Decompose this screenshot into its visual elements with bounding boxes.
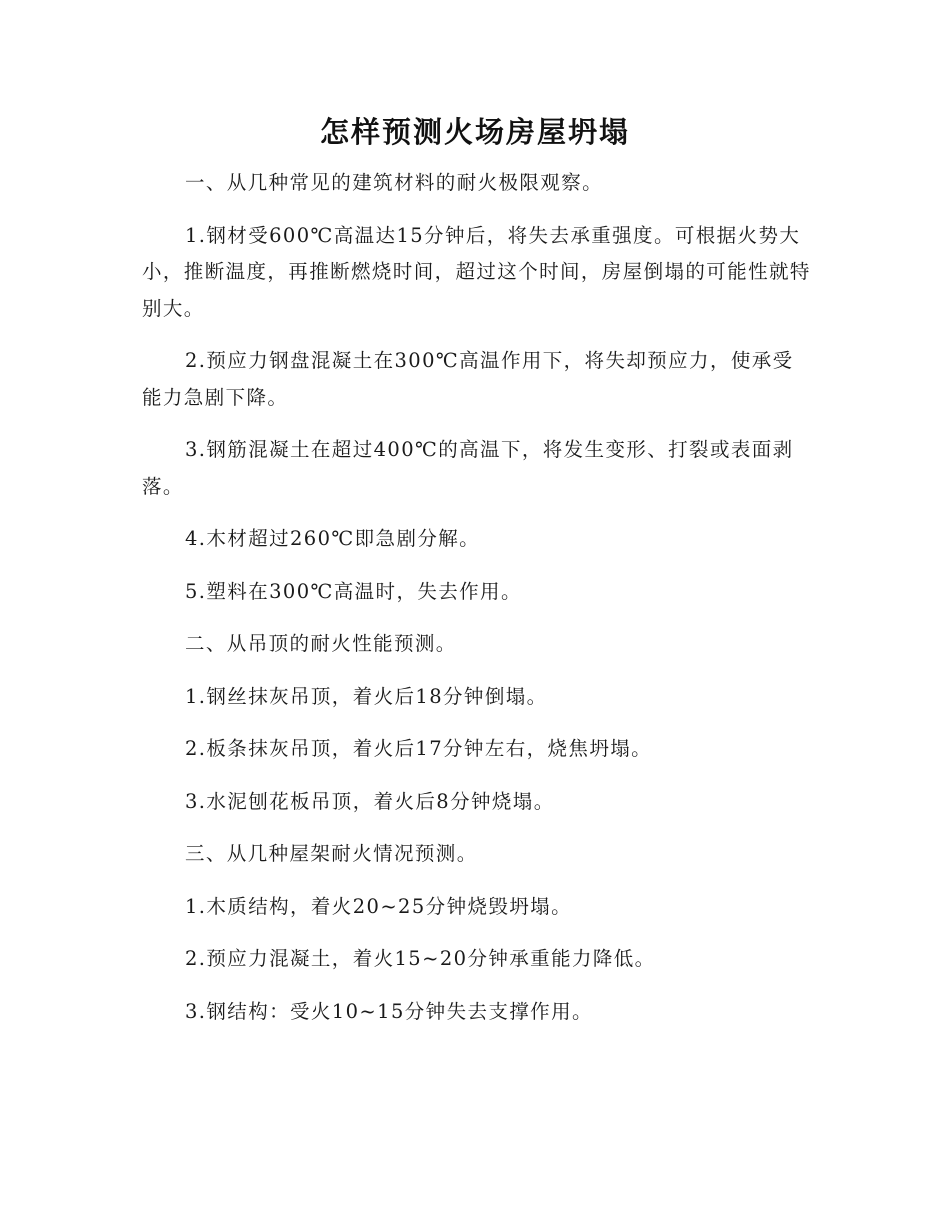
paragraph-wood-structure: 1.木质结构，着火20~25分钟烧毁坍塌。 (185, 894, 572, 918)
section-heading-materials: 一、从几种常见的建筑材料的耐火极限观察。 (185, 171, 604, 194)
paragraph-wire-plaster-ceiling: 1.钢丝抹灰吊顶，着火后18分钟倒塌。 (185, 684, 548, 708)
section-heading-roof-truss: 三、从几种屋架耐火情况预测。 (185, 842, 478, 865)
paragraph-plastic: 5.塑料在300℃高温时，失去作用。 (185, 579, 522, 603)
document-title: 怎样预测火场房屋坍塌 (319, 115, 630, 149)
paragraph-cement-board-ceiling: 3.水泥刨花板吊顶，着火后8分钟烧塌。 (185, 789, 555, 813)
section-heading-ceiling: 二、从吊顶的耐火性能预测。 (185, 632, 457, 655)
paragraph-reinforced-concrete: 3.钢筋混凝土在超过400℃的高温下，将发生变形、打裂或表面剥落。 (142, 438, 794, 498)
paragraph-prestressed-truss: 2.预应力混凝土，着火15~20分钟承重能力降低。 (185, 947, 656, 970)
paragraph-prestressed-concrete: 2.预应力钢盘混凝土在300℃高温作用下，将失却预应力，使承受能力急剧下降。 (142, 349, 794, 409)
document-body (142, 165, 812, 1046)
paragraph-wood: 4.木材超过260℃即急剧分解。 (185, 527, 481, 550)
paragraph-lath-plaster-ceiling: 2.板条抹灰吊顶，着火后17分钟左右，烧焦坍塌。 (185, 737, 653, 760)
paragraph-steel-structure: 3.钢结构：受火10~15分钟失去支撑作用。 (185, 999, 593, 1023)
paragraph-steel: 1.钢材受600℃高温达15分钟后，将失去承重强度。可根据火势大小，推断温度，再推断燃烧时间，超过这个时间，房屋倒塌的可能性就特别大。 (142, 223, 811, 320)
